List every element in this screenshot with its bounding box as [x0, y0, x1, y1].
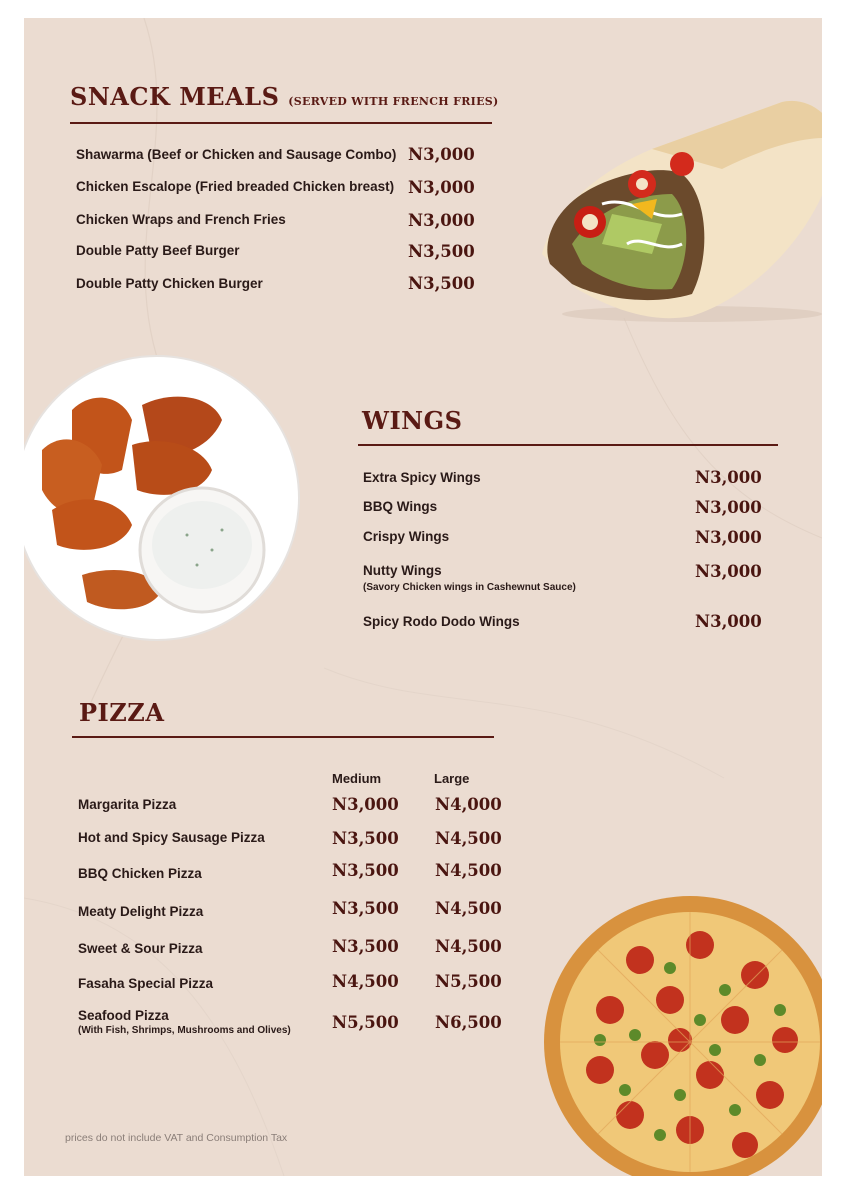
snack-meals-heading: SNACK MEALS (SERVED WITH FRENCH FRIES) [70, 82, 499, 111]
pizza-item-medium: N3,500 [332, 899, 399, 918]
snack-item-name: Shawarma (Beef or Chicken and Sausage Combo) [76, 147, 397, 162]
pizza-item-note: (With Fish, Shrimps, Mushrooms and Olives) [78, 1025, 291, 1036]
menu-page [24, 18, 822, 1176]
snack-item-name: Double Patty Beef Burger [76, 243, 240, 258]
snack-item-price: N3,000 [408, 211, 475, 230]
wings-divider [358, 444, 778, 446]
pizza-item-large: N4,500 [435, 829, 502, 848]
wings-item-note: (Savory Chicken wings in Cashewnut Sauce) [363, 582, 576, 593]
snack-item-price: N3,500 [408, 242, 475, 261]
pizza-item-medium: N3,500 [332, 937, 399, 956]
pizza-item-medium: N3,500 [332, 861, 399, 880]
wings-item-price: N3,000 [695, 612, 762, 631]
wings-item-name: Nutty Wings (Savory Chicken wings in Cashewnut Sauce) [363, 563, 576, 593]
snack-item-price: N3,500 [408, 274, 475, 293]
wings-item-name: Spicy Rodo Dodo Wings [363, 614, 520, 629]
snack-item-price: N3,000 [408, 145, 475, 164]
snack-item-name: Chicken Wraps and French Fries [76, 212, 286, 227]
pizza-item-large: N4,500 [435, 937, 502, 956]
pizza-item-name: Sweet & Sour Pizza [78, 941, 203, 956]
pizza-item-large: N4,000 [435, 795, 502, 814]
snack-meals-subtitle: (SERVED WITH FRENCH FRIES) [288, 95, 499, 108]
chicken-wings-image [24, 350, 302, 646]
pizza-item-large: N6,500 [435, 1013, 502, 1032]
wings-item-price: N3,000 [695, 528, 762, 547]
pizza-item-large: N5,500 [435, 972, 502, 991]
pizza-divider [72, 736, 494, 738]
pizza-item-medium: N3,500 [332, 829, 399, 848]
pizza-heading: PIZZA [79, 698, 165, 727]
snack-item-price: N3,000 [408, 178, 475, 197]
wings-heading: WINGS [362, 406, 463, 435]
pizza-col-large: Large [434, 771, 470, 786]
pizza-col-medium: Medium [332, 771, 382, 786]
pizza-item-name: BBQ Chicken Pizza [78, 866, 202, 881]
wings-item-name: BBQ Wings [363, 499, 438, 514]
pizza-item-medium: N3,000 [332, 795, 399, 814]
pizza-item-name: Fasaha Special Pizza [78, 976, 214, 991]
pizza-item-medium: N5,500 [332, 1013, 399, 1032]
pizza-item-large: N4,500 [435, 899, 502, 918]
wings-item-price: N3,000 [695, 468, 762, 487]
snack-meals-divider [70, 122, 492, 124]
shawarma-image [532, 94, 822, 324]
pizza-item-large: N4,500 [435, 861, 502, 880]
wings-item-name: Crispy Wings [363, 529, 450, 544]
pizza-item-name: Meaty Delight Pizza [78, 904, 204, 919]
wings-item-price: N3,000 [695, 562, 762, 581]
snack-item-name: Double Patty Chicken Burger [76, 276, 263, 291]
pepperoni-pizza-image [540, 890, 822, 1176]
wings-item-price: N3,000 [695, 498, 762, 517]
pizza-item-name: Margarita Pizza [78, 797, 177, 812]
pizza-item-medium: N4,500 [332, 972, 399, 991]
tax-disclaimer: prices do not include VAT and Consumption Tax [65, 1132, 288, 1144]
pizza-item-name: Hot and Spicy Sausage Pizza [78, 830, 265, 845]
pizza-item-name: Seafood Pizza (With Fish, Shrimps, Mushrooms and Olives) [78, 1008, 291, 1036]
snack-item-name: Chicken Escalope (Fried breaded Chicken breast) [76, 179, 395, 194]
wings-item-name: Extra Spicy Wings [363, 470, 481, 485]
